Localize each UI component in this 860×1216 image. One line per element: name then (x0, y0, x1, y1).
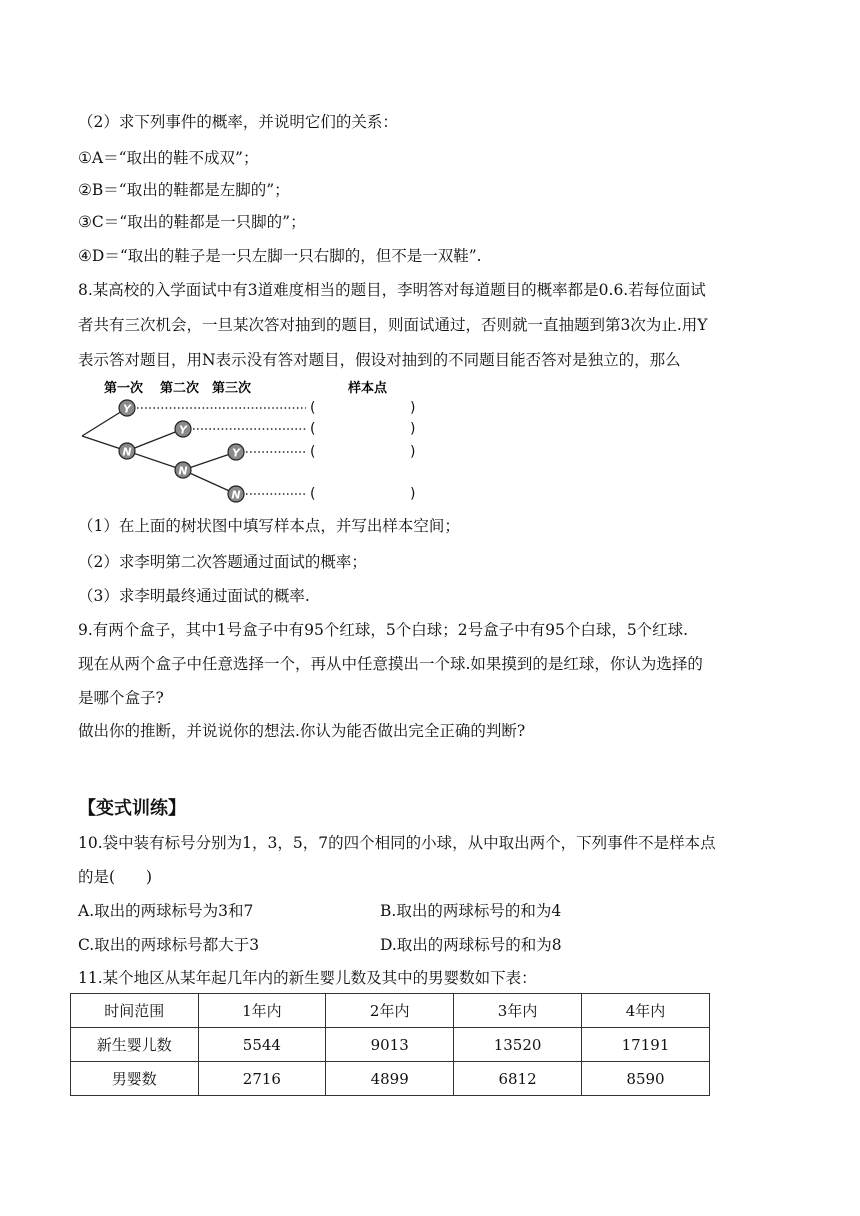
q8-sub-2: （2）求李明第二次答题通过面试的概率； (78, 553, 367, 571)
table-header-cell: 3年内 (454, 994, 582, 1028)
q8-line-3: 表示答对题目，用N表示没有答对题目，假设对抽到的不同题目能否答对是独立的，那么 (78, 351, 681, 369)
tree-node-n3 (228, 486, 244, 502)
q8-sub-1: （1）在上面的树状图中填写样本点，并写出样本空间； (78, 517, 460, 535)
tree-node-y1 (119, 400, 135, 416)
blank-close-4: ) (410, 486, 416, 502)
table-cell: 4899 (326, 1062, 454, 1096)
tree-leaders (137, 408, 306, 494)
q10-option-b: B.取出的两球标号的和为4 (380, 902, 562, 920)
q7-event-a: ①A＝“取出的鞋不成双”； (78, 149, 259, 167)
svg-text:N: N (122, 445, 132, 459)
svg-text:N: N (178, 464, 188, 478)
svg-text:N: N (231, 488, 241, 502)
q9-line-2: 现在从两个盒子中任意选择一个，再从中任意摸出一个球.如果摸到的是红球，你认为选择的 (78, 655, 703, 673)
q10-line-2: 的是( ) (78, 868, 153, 886)
table-cell: 6812 (454, 1062, 582, 1096)
tree-node-y3 (228, 444, 244, 460)
q7-part2: （2）求下列事件的概率，并说明它们的关系： (78, 113, 398, 131)
blank-open-3: ( (310, 444, 316, 460)
svg-text:Y: Y (179, 423, 187, 437)
q9-line-1: 9.有两个盒子，其中1号盒子中有95个红球，5个白球；2号盒子中有95个白球，5个红球. (78, 621, 689, 639)
q7-event-c: ③C＝“取出的鞋都是一只脚的”； (78, 213, 306, 231)
svg-text:Y: Y (232, 446, 240, 460)
tree-header-sample: 样本点 (348, 381, 388, 396)
tree-diagram (78, 374, 438, 504)
tree-header-third: 第三次 (212, 381, 252, 396)
q9-line-3: 是哪个盒子? (78, 689, 164, 707)
table-cell: 8590 (582, 1062, 710, 1096)
blank-close-3: ) (410, 444, 416, 460)
tree-header-first: 第一次 (104, 381, 144, 396)
table-cell: 13520 (454, 1028, 582, 1062)
tree-node-n2 (175, 462, 191, 478)
table-cell: 新生婴儿数 (71, 1028, 199, 1062)
table-header-cell: 1年内 (198, 994, 326, 1028)
table-cell: 2716 (198, 1062, 326, 1096)
birth-stats-table (70, 993, 710, 1096)
table-header-cell: 时间范围 (71, 994, 199, 1028)
blank-close-2: ) (410, 421, 416, 437)
section-heading: 【变式训练】 (78, 798, 186, 819)
q11-intro: 11.某个地区从某年起几年内的新生婴儿数及其中的男婴数如下表： (78, 969, 537, 987)
table-header-row (71, 994, 710, 1028)
table-row (71, 1062, 710, 1096)
q8-line-1: 8.某高校的入学面试中有3道难度相当的题目，李明答对每道题目的概率都是0.6.若每位面试 (78, 281, 706, 299)
table-header-cell: 2年内 (326, 994, 454, 1028)
table-row (71, 1028, 710, 1062)
svg-text:Y: Y (123, 402, 131, 416)
blank-open-4: ( (310, 486, 316, 502)
q10-option-a: A.取出的两球标号为3和7 (78, 902, 254, 920)
table-cell: 9013 (326, 1028, 454, 1062)
q9-line-4: 做出你的推断，并说说你的想法.你认为能否做出完全正确的判断? (78, 722, 526, 740)
table-cell: 17191 (582, 1028, 710, 1062)
q8-sub-3: （3）求李明最终通过面试的概率. (78, 587, 310, 605)
q10-option-c: C.取出的两球标号都大于3 (78, 936, 260, 954)
blank-open-2: ( (310, 421, 316, 437)
blank-close-1: ) (410, 400, 416, 416)
q8-line-2: 者共有三次机会，一旦某次答对抽到的题目，则面试通过，否则就一直抽题到第3次为止.用Y (78, 316, 708, 334)
table-header-cell: 4年内 (582, 994, 710, 1028)
table-cell: 5544 (198, 1028, 326, 1062)
tree-branches (82, 408, 236, 494)
q10-line-1: 10.袋中装有标号分别为1，3，5，7的四个相同的小球，从中取出两个，下列事件不是样本点 (78, 834, 716, 852)
tree-node-y2 (175, 421, 191, 437)
q10-option-d: D.取出的两球标号的和为8 (380, 936, 562, 954)
q7-event-b: ②B＝“取出的鞋都是左脚的”； (78, 181, 290, 199)
tree-header-second: 第二次 (160, 381, 200, 396)
tree-node-n1 (119, 443, 135, 459)
table-cell: 男婴数 (71, 1062, 199, 1096)
blank-open-1: ( (310, 400, 316, 416)
q7-event-d: ④D＝“取出的鞋子是一只左脚一只右脚的，但不是一双鞋”. (78, 247, 482, 265)
